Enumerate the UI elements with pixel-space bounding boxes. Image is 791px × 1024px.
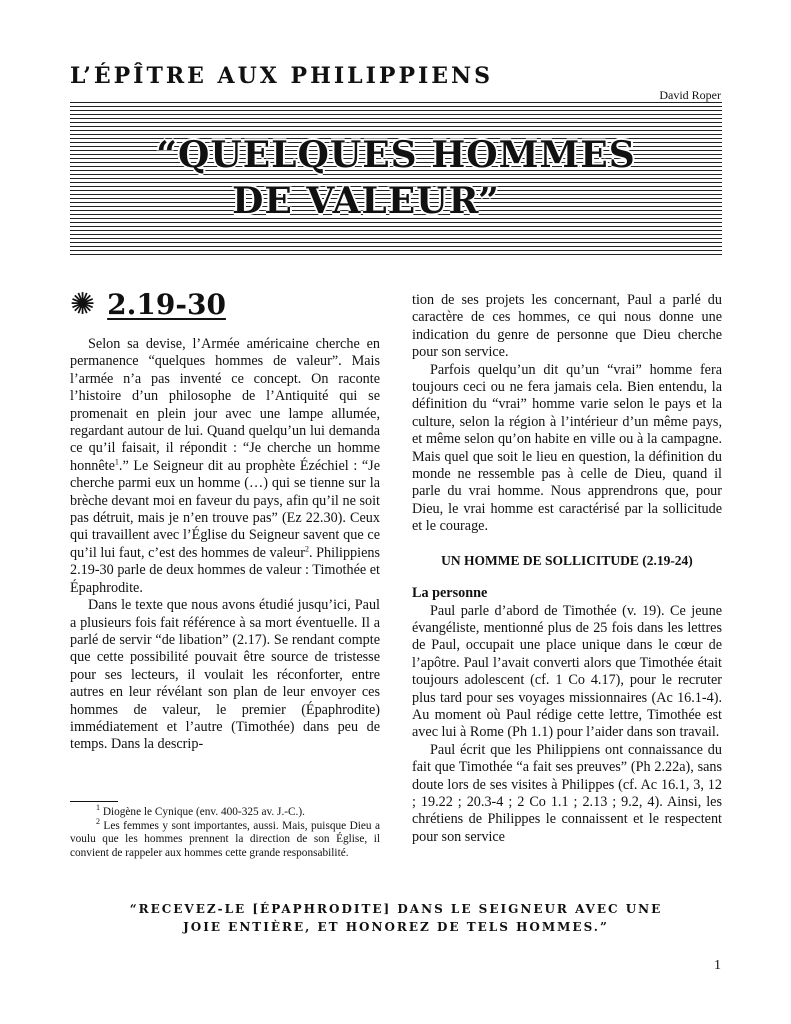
- paragraph: Paul écrit que les Philippiens ont connaissance du fait que Timothée “a fait ses preuves” (Ph 2.22a), sans doute lors de ses visites à Philippes (cf. Ac 16.1, 3, 12 ; 19.22 ; 20.3-4 ; 2 Co 1.1 ; 2.13 ; 9.2, 4). Ainsi, les chrétiens de Philippes le connaissent et le respectent pour son service: [412, 741, 722, 845]
- paragraph-text: . Philippiens 2.19-30 parle de deux hommes de valeur : Timothée et Épaphrodite.: [70, 544, 380, 596]
- section-heading: [70, 290, 380, 320]
- page-number: 1: [714, 958, 721, 973]
- footnote-text: Les femmes y sont importantes, aussi. Mais, puisque Dieu a voulu que les hommes prennent la direction de son Église, il convient de rappeler aux hommes cette grande responsabilité.: [70, 819, 380, 859]
- footnote-ref: 1: [114, 457, 119, 467]
- footnote-divider: [70, 801, 118, 802]
- footnote-2: [70, 816, 380, 861]
- article-title-line-2: DE VALEUR”: [232, 180, 500, 222]
- footnote-mark: 2: [96, 816, 100, 826]
- footnote-text: Diogène le Cynique (env. 400-325 av. J.-C.).: [100, 806, 305, 818]
- right-column: [412, 292, 722, 846]
- subheading: UN HOMME DE SOLLICITUDE (2.19-24): [441, 552, 693, 568]
- footnote-mark: 1: [96, 803, 100, 813]
- paragraph: [70, 336, 380, 597]
- paragraph: Parfois quelqu’un dit qu’un “vrai” homme fera toujours ceci ou ne fera jamais cela. Bien entendu, la définition du “vrai” homme varie selon le pays et la culture, selon la région à l’intérieur d’un même pays, et même selon qu’on habite en ville ou à la campagne. Mais quel que soit le lieu en question, la définition du monde ne ressemble pas à celle de Dieu, quand il parle du vrai homme. Nous apprendrons que, pour Dieu, le vrai homme est caractérisé par la sollicitude et le courage.: [412, 361, 722, 535]
- star-icon: ✺: [70, 288, 96, 321]
- pull-quote-line-2: JOIE ENTIÈRE, ET HONOREZ DE TELS HOMMES.”: [183, 920, 609, 934]
- series-title: L’ÉPÎTRE AUX PHILIPPIENS: [70, 63, 494, 89]
- footnote-ref: 2: [305, 544, 310, 554]
- pull-quote-line-1: “RECEVEZ-LE [ÉPAPHRODITE] DANS LE SEIGNEUR AVEC UNE: [129, 902, 663, 916]
- article-title-line-1: “QUELQUES HOMMES: [156, 134, 636, 176]
- paragraph-text: Selon sa devise, l’Armée américaine cherche en permanence “quelques hommes de valeur”. Mais l’armée n’a pas inventé ce concept. On raconte l’histoire d’un philosophe de l’Antiquité qui se promenait en plein jour avec une lampe allumée, regardant autour de lui. Quand quelqu’un lui demanda ce qu’il faisait, il répondit : “Je cherche un homme honnête: [70, 336, 380, 474]
- left-column: [70, 290, 380, 754]
- author-name: David Roper: [659, 88, 721, 102]
- paragraph: Paul parle d’abord de Timothée (v. 19). Ce jeune évangéliste, mentionné plus de 25 fois dans les lettres de Paul, occupait une place unique dans le cœur de l’apôtre. Paul l’avait converti alors que Timothée était toujours adolescent (cf. 1 Co 4.17), pour le recruter plus tard pour ses voyages missionnaires (Ac 16.1-4). Au moment où Paul rédige cette lettre, Timothée est avec lui à Rome (Ph 1.1) pour l’aider dans son travail.: [412, 602, 722, 741]
- section-number: 2.19-30: [107, 288, 226, 322]
- article-title: [70, 132, 722, 224]
- footnote-1: [70, 803, 380, 820]
- paragraph: Dans le texte que nous avons étudié jusqu’ici, Paul a plusieurs fois fait référence à sa mort éventuelle. Il a parlé de servir “de libation” (2.17). Se rendant compte que cette possibilité pouvait être source de tristesse pour ses lecteurs, il voulait les réconforter, entre autres en leur révélant son plan de leur envoyer ces hommes de valeur, le premier (Épaphrodite) immédiatement et l’autre (Timothée) dans peu de temps. Dans la descrip-: [70, 597, 380, 753]
- paragraph: tion de ses projets les concernant, Paul a parlé du caractère de ces hommes, ce qui nous donne une indication du genre de personne que Dieu cherche pour son service.: [412, 292, 722, 361]
- pull-quote: [70, 900, 722, 936]
- minor-heading: La personne: [412, 585, 488, 602]
- footnotes: [70, 803, 380, 860]
- paragraph-text: .” Le Seigneur dit au prophète Ézéchiel : “Je cherche parmi eux un homme (…) qui se tienne sur la brèche devant moi en faveur du pays, afin qu’il ne soit pas détruit, mais je n’en trouve pas” (Ez 22.30). Ceux qui travaillent avec l’Église du Seigneur savent que ce qu’il lui faut, c’est des hommes de valeur: [70, 457, 380, 561]
